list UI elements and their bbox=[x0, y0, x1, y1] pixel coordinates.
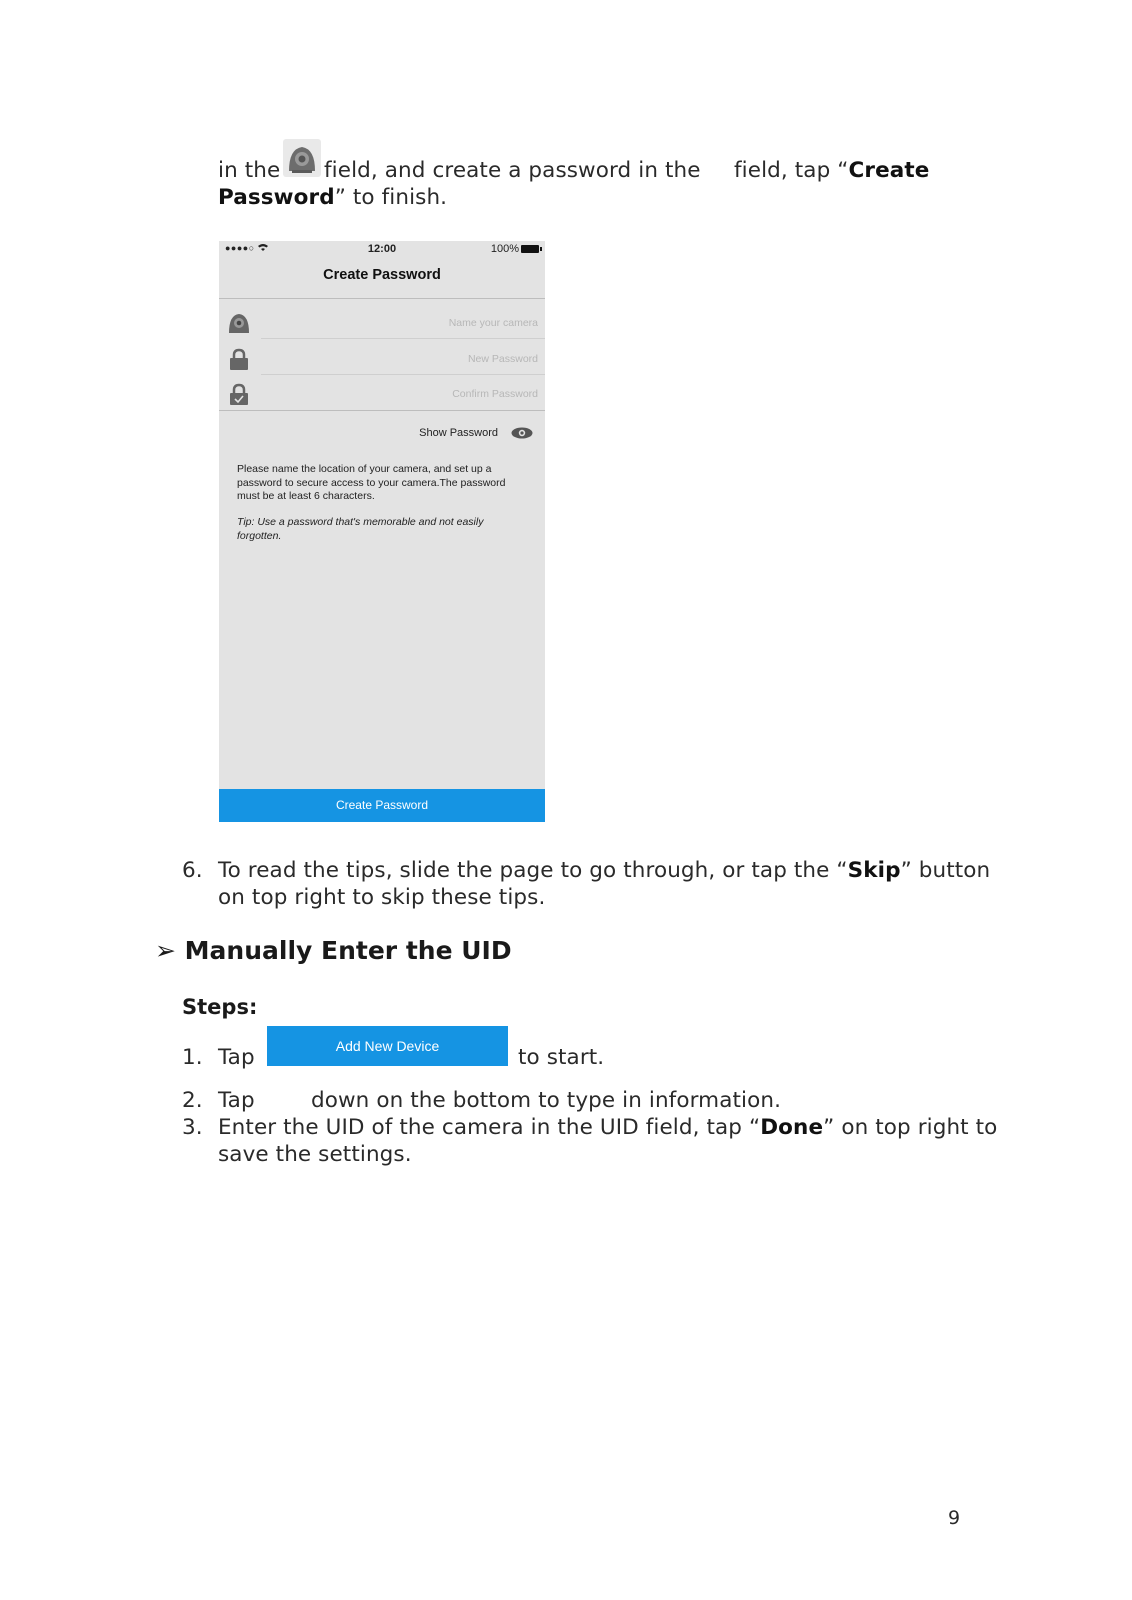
step-text: ” on top right to bbox=[823, 1115, 998, 1140]
camera-icon bbox=[283, 139, 321, 177]
arrow-bullet-icon: ➢ bbox=[155, 936, 176, 965]
tip-text: Tip: Use a password that's memorable and not easily forgotten. bbox=[237, 516, 484, 542]
section-heading bbox=[155, 936, 512, 965]
screen-title: Create Password bbox=[323, 267, 441, 283]
step-text: Enter the UID of the camera in the UID field, tap “ bbox=[218, 1115, 761, 1140]
new-password-placeholder: New Password bbox=[467, 353, 538, 365]
section-title: Manually Enter the UID bbox=[184, 936, 512, 965]
intro-line-1c bbox=[734, 158, 929, 183]
step3-line-1 bbox=[218, 1115, 997, 1140]
intro-text: ” to finish. bbox=[334, 185, 448, 210]
step-number: 3. bbox=[182, 1115, 203, 1140]
step6-line-2: on top right to skip these tips. bbox=[218, 885, 546, 910]
step-number: 6. bbox=[182, 858, 203, 883]
divider bbox=[219, 298, 545, 299]
confirm-password-field[interactable] bbox=[219, 374, 545, 410]
new-password-field[interactable] bbox=[219, 339, 545, 375]
status-bar bbox=[219, 241, 545, 259]
step-text: down on the bottom to type in information. bbox=[311, 1088, 782, 1113]
intro-line-1 bbox=[218, 158, 280, 183]
confirm-password-placeholder: Confirm Password bbox=[452, 388, 538, 400]
step-number: 2. bbox=[182, 1088, 203, 1113]
add-new-device-button[interactable]: Add New Device bbox=[267, 1026, 508, 1066]
create-password-button[interactable]: Create Password bbox=[219, 789, 545, 822]
phone-screenshot bbox=[219, 241, 545, 822]
intro-bold: Create bbox=[848, 158, 930, 183]
divider bbox=[219, 410, 545, 411]
intro-line-1b bbox=[324, 158, 701, 183]
step-text: ” button bbox=[900, 858, 991, 883]
camera-name-field[interactable] bbox=[219, 303, 545, 339]
intro-text: field, and create a password in the bbox=[324, 158, 701, 183]
step-text: Tap bbox=[218, 1088, 255, 1113]
step6-line-1 bbox=[218, 858, 990, 883]
lock-check-icon bbox=[227, 382, 251, 406]
camera-name-placeholder: Name your camera bbox=[448, 317, 538, 329]
step-text: to start. bbox=[518, 1045, 605, 1070]
lock-icon bbox=[227, 347, 251, 371]
step3-line-2: save the settings. bbox=[218, 1142, 412, 1167]
signal-icon: ●●●●○ bbox=[225, 243, 268, 253]
step-text: Tap bbox=[218, 1045, 255, 1070]
intro-bold: Password bbox=[218, 185, 335, 210]
step-number: 1. bbox=[182, 1045, 203, 1070]
step-bold: Done bbox=[760, 1115, 824, 1140]
description-text: Please name the location of your camera, and set up a password to secure access to your camera.The password must be at least 6 characters. bbox=[237, 463, 506, 502]
intro-text: in the bbox=[218, 158, 281, 183]
intro-text: field, tap “ bbox=[734, 158, 849, 183]
step-text: To read the tips, slide the page to go through, or tap the “ bbox=[218, 858, 848, 883]
intro-line-2 bbox=[218, 185, 447, 210]
camera-icon bbox=[227, 311, 251, 335]
status-time: 12:00 bbox=[367, 243, 397, 255]
battery-icon bbox=[521, 245, 539, 253]
eye-icon[interactable] bbox=[511, 427, 533, 439]
show-password-label[interactable]: Show Password bbox=[419, 427, 498, 439]
battery-indicator: 100% bbox=[491, 243, 539, 255]
steps-label: Steps: bbox=[182, 995, 258, 1019]
page-number: 9 bbox=[948, 1507, 961, 1529]
step-bold: Skip bbox=[847, 858, 901, 883]
